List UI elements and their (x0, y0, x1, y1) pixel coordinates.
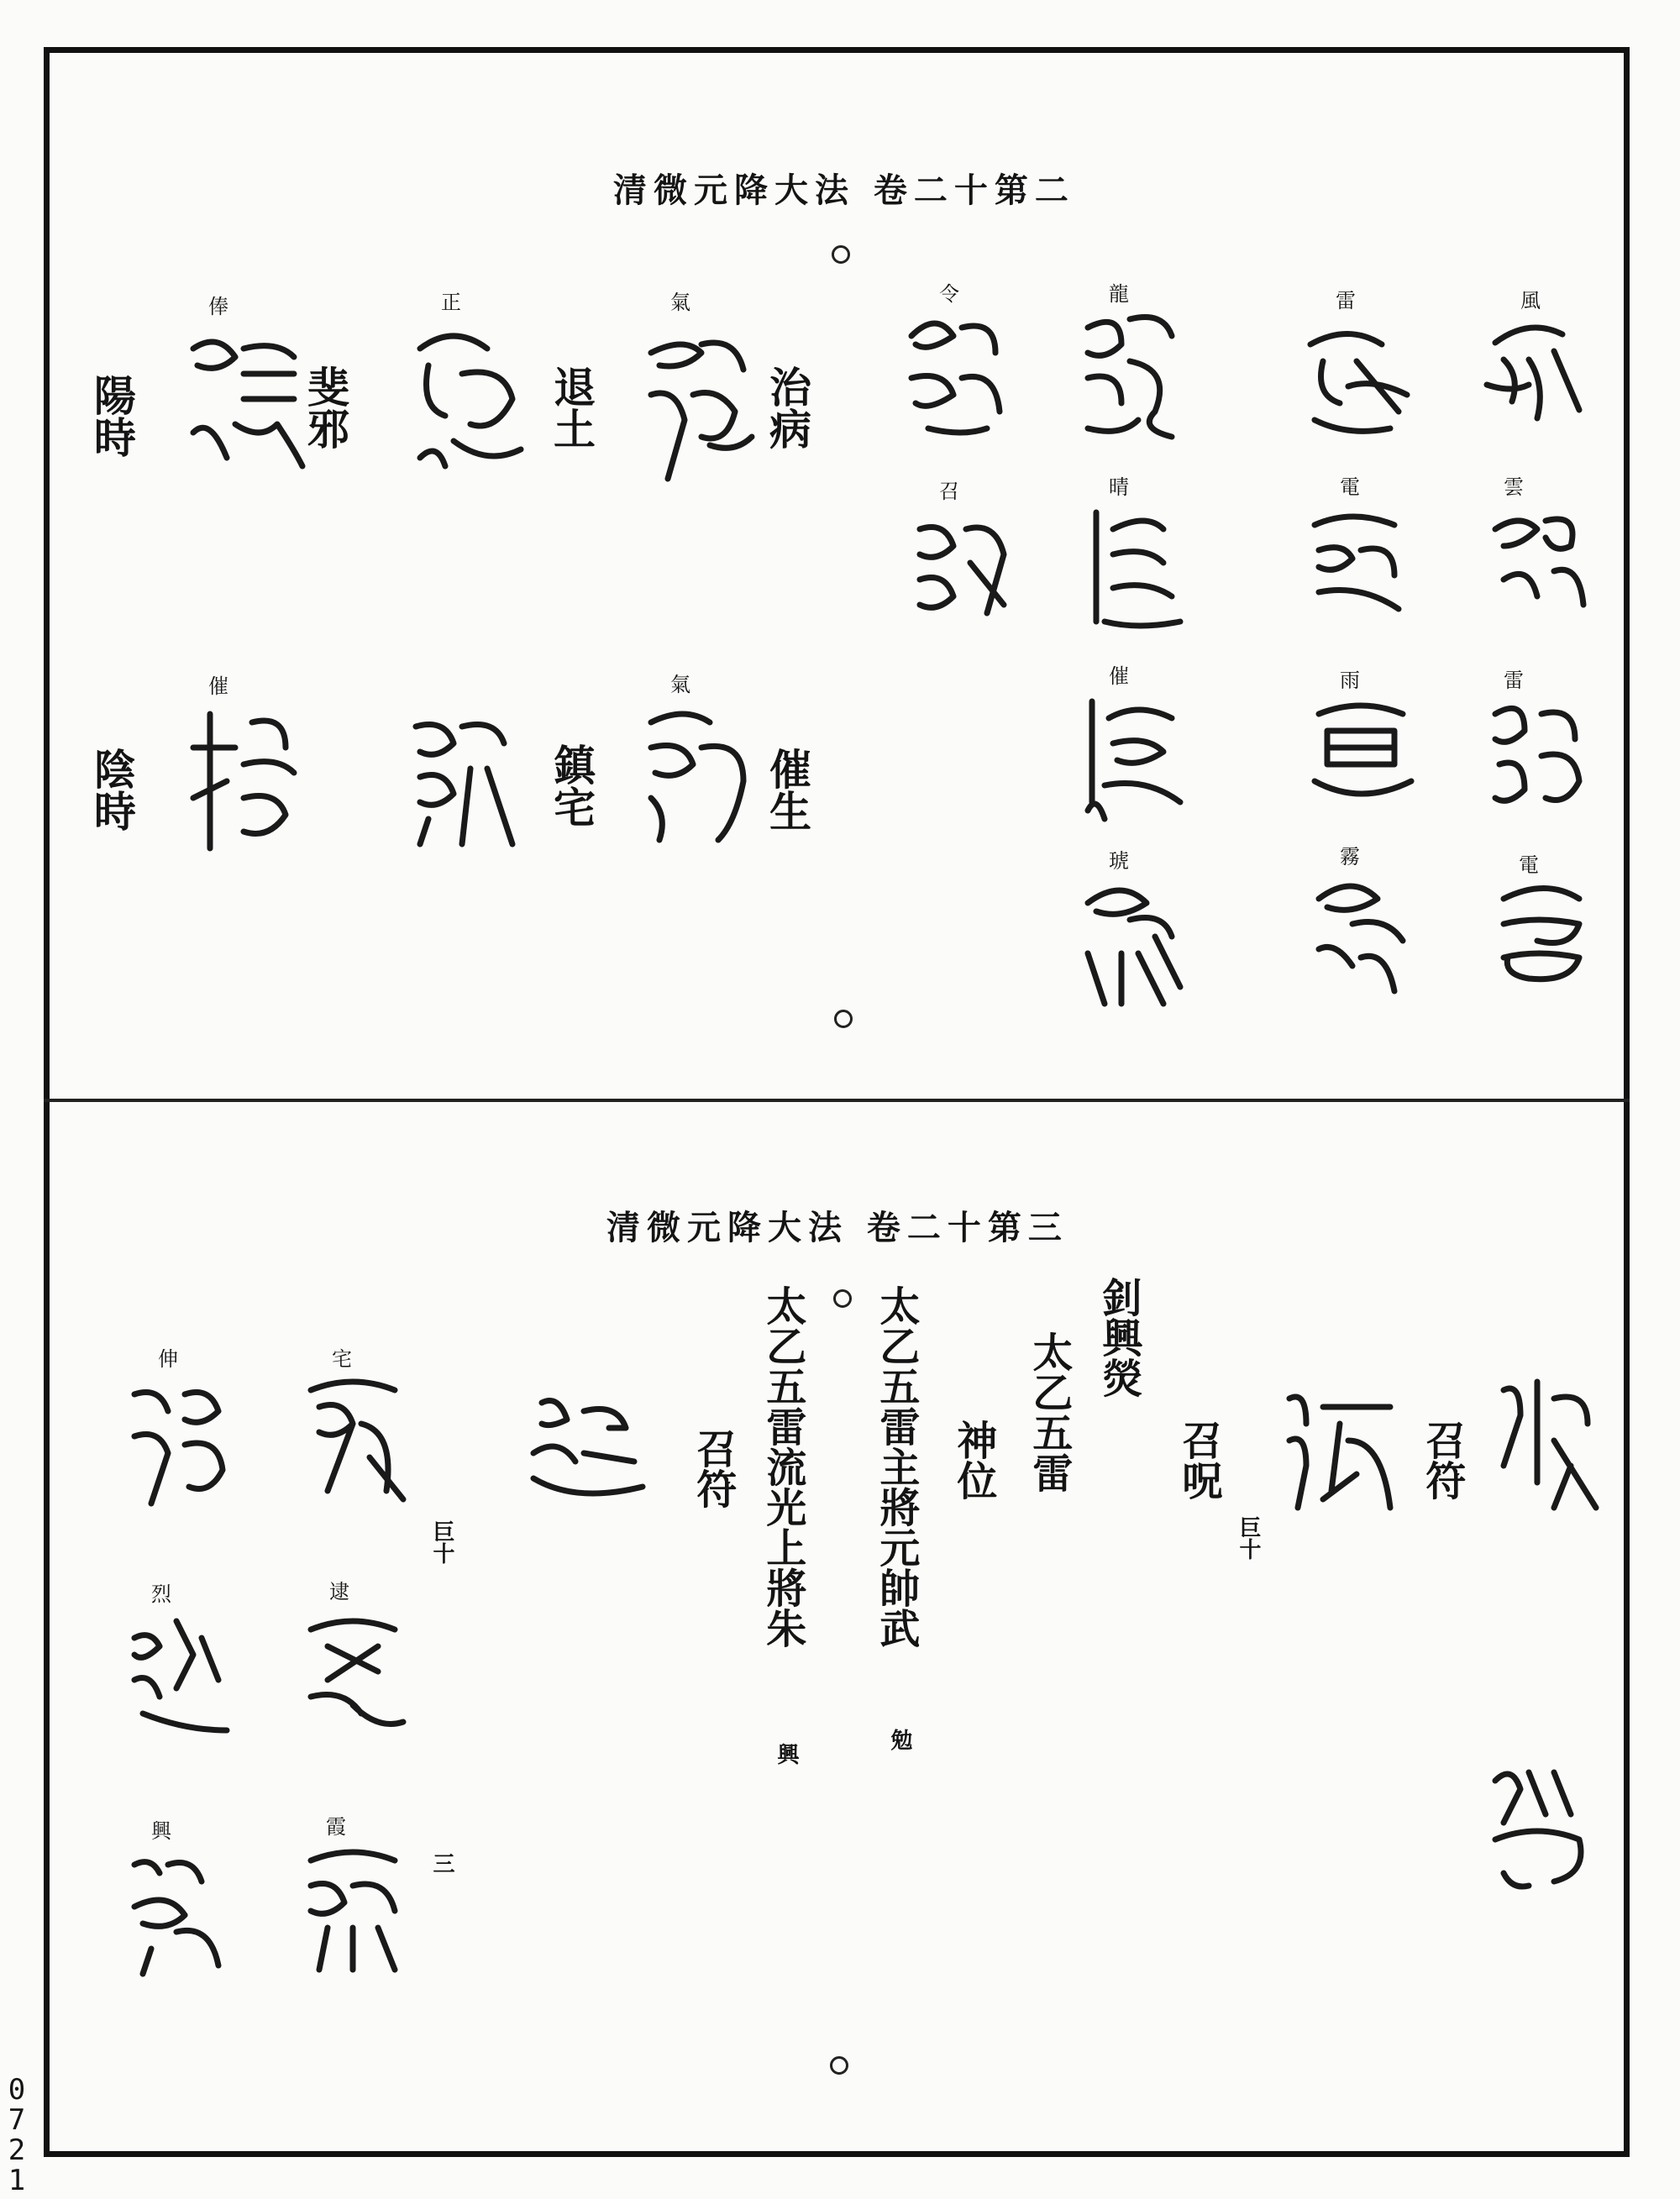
seal-glyph-cui (1071, 685, 1189, 827)
mark-san: 三 (429, 1852, 454, 1874)
col-jianxing: 釗興熒 (1095, 1277, 1142, 1398)
seal-glyph-wu (1302, 865, 1420, 1000)
gloss-xia: 霞 (326, 1815, 346, 1839)
binding-hole-lower-top (833, 1289, 852, 1308)
col-second: 太乙五雷流光上將朱 (759, 1285, 806, 1648)
seal-glyph-yangshi (176, 323, 311, 475)
seal-glyph-qing (1071, 496, 1189, 638)
gloss-lei-a: 雷 (1504, 669, 1524, 692)
gloss-zhao: 召 (939, 480, 959, 503)
binding-hole-upper-bottom (834, 1010, 853, 1028)
gloss-lei-b: 雷 (1336, 289, 1356, 312)
gloss-lie: 烈 (151, 1582, 171, 1606)
gloss-yu: 雨 (1340, 669, 1360, 692)
gloss-hu: 琥 (1109, 849, 1129, 873)
page-number-digit: 0 (8, 2073, 26, 2107)
lower-header: 清微元降大法 卷二十第三 (606, 1208, 1068, 1247)
seal-glyph-dai (294, 1604, 412, 1747)
seal-glyph-lie (118, 1604, 235, 1747)
seal-glyph-xing (118, 1839, 235, 1982)
gloss-cui-a: 催 (1109, 664, 1129, 688)
gloss-dai: 逮 (329, 1580, 349, 1603)
gloss-qi-b: 氣 (670, 673, 690, 696)
page-number (0, 2075, 34, 2196)
gloss-wu: 霧 (1340, 845, 1360, 869)
seal-glyph-lower-4 (517, 1378, 651, 1512)
seal-glyph-lower-3 (1273, 1373, 1399, 1525)
seal-glyph-long (1071, 302, 1189, 445)
label-yangshi: 陽時 (87, 374, 137, 458)
gloss-feng-b: 俸 (208, 295, 228, 318)
seal-glyph-zheng (403, 315, 529, 475)
col-shenwei: 神位 (949, 1420, 997, 1500)
gloss-qing: 晴 (1109, 475, 1129, 499)
gloss-zheng: 正 (441, 291, 461, 314)
seal-glyph-lei-a (1483, 689, 1592, 815)
col-taiyi-wulei: 太乙五雷 (1025, 1331, 1073, 1493)
seal-glyph-hu (1071, 869, 1189, 1012)
seal-glyph-lower-1 (1487, 1365, 1604, 1516)
seal-glyph-lower-2 (1478, 1747, 1596, 1898)
label-zhibing: 治病 (763, 365, 812, 449)
col-main-small: 勉 (887, 1729, 912, 1750)
seal-glyph-zhenzhai (403, 701, 529, 853)
gloss-zhai: 宅 (332, 1347, 352, 1371)
col-zhaofu-right: 召符 (1418, 1420, 1466, 1500)
gloss-dian-a: 電 (1519, 853, 1539, 877)
col-main: 太乙五雷主將元帥武 (872, 1285, 920, 1648)
seal-glyph-yinshi (176, 697, 311, 857)
page-number-digit: 7 (8, 2103, 26, 2137)
gloss-dian-b: 電 (1340, 475, 1360, 499)
seal-glyph-yu (1302, 689, 1420, 806)
seal-glyph-zhao (903, 504, 1021, 630)
seal-glyph-zhai (294, 1365, 412, 1508)
page-number-digit: 2 (8, 2133, 26, 2167)
binding-hole-lower-bottom (830, 2056, 848, 2075)
page-divider (44, 1099, 1630, 1102)
seal-glyph-xia (294, 1835, 412, 1978)
gloss-shen: 伸 (158, 1347, 178, 1371)
upper-header: 清微元降大法 卷二十第二 (613, 171, 1075, 210)
seal-glyph-lei-b (1298, 311, 1415, 445)
seal-glyph-dian-a (1487, 874, 1596, 1000)
page-number-digit: 1 (8, 2164, 26, 2197)
seal-glyph-feng (1478, 309, 1588, 435)
col-zhaozhou: 召呪 (1174, 1420, 1222, 1500)
seal-glyph-dian-b (1302, 500, 1411, 626)
seal-glyph-qi-b (634, 697, 760, 848)
mark-ju-shi: 巨十 (429, 1520, 454, 1564)
gloss-cui-b: 催 (208, 674, 228, 698)
gloss-xing: 興 (151, 1819, 171, 1843)
gloss-feng: 風 (1520, 289, 1541, 312)
col-zhou-small: 巨十 (1236, 1516, 1261, 1560)
col-second-small: 興 (774, 1743, 799, 1765)
gloss-yun: 雲 (1504, 475, 1524, 499)
seal-glyph-yun (1487, 496, 1596, 622)
label-tuitu: 退土 (547, 365, 596, 449)
binding-hole-upper-top (832, 245, 850, 264)
gloss-qi-a: 氣 (670, 291, 690, 314)
label-zhenzhai: 鎮宅 (547, 743, 596, 827)
col-zhaofu-left: 召符 (689, 1428, 737, 1509)
seal-glyph-qi-a (634, 319, 760, 487)
label-cuisheng: 催生 (763, 748, 812, 832)
label-yinshi: 陰時 (87, 748, 137, 832)
gloss-ling: 令 (939, 282, 959, 306)
seal-glyph-shen (118, 1369, 235, 1512)
seal-glyph-ling (895, 302, 1012, 445)
gloss-long: 龍 (1109, 282, 1129, 306)
label-fuxie: 斐邪 (301, 365, 350, 449)
